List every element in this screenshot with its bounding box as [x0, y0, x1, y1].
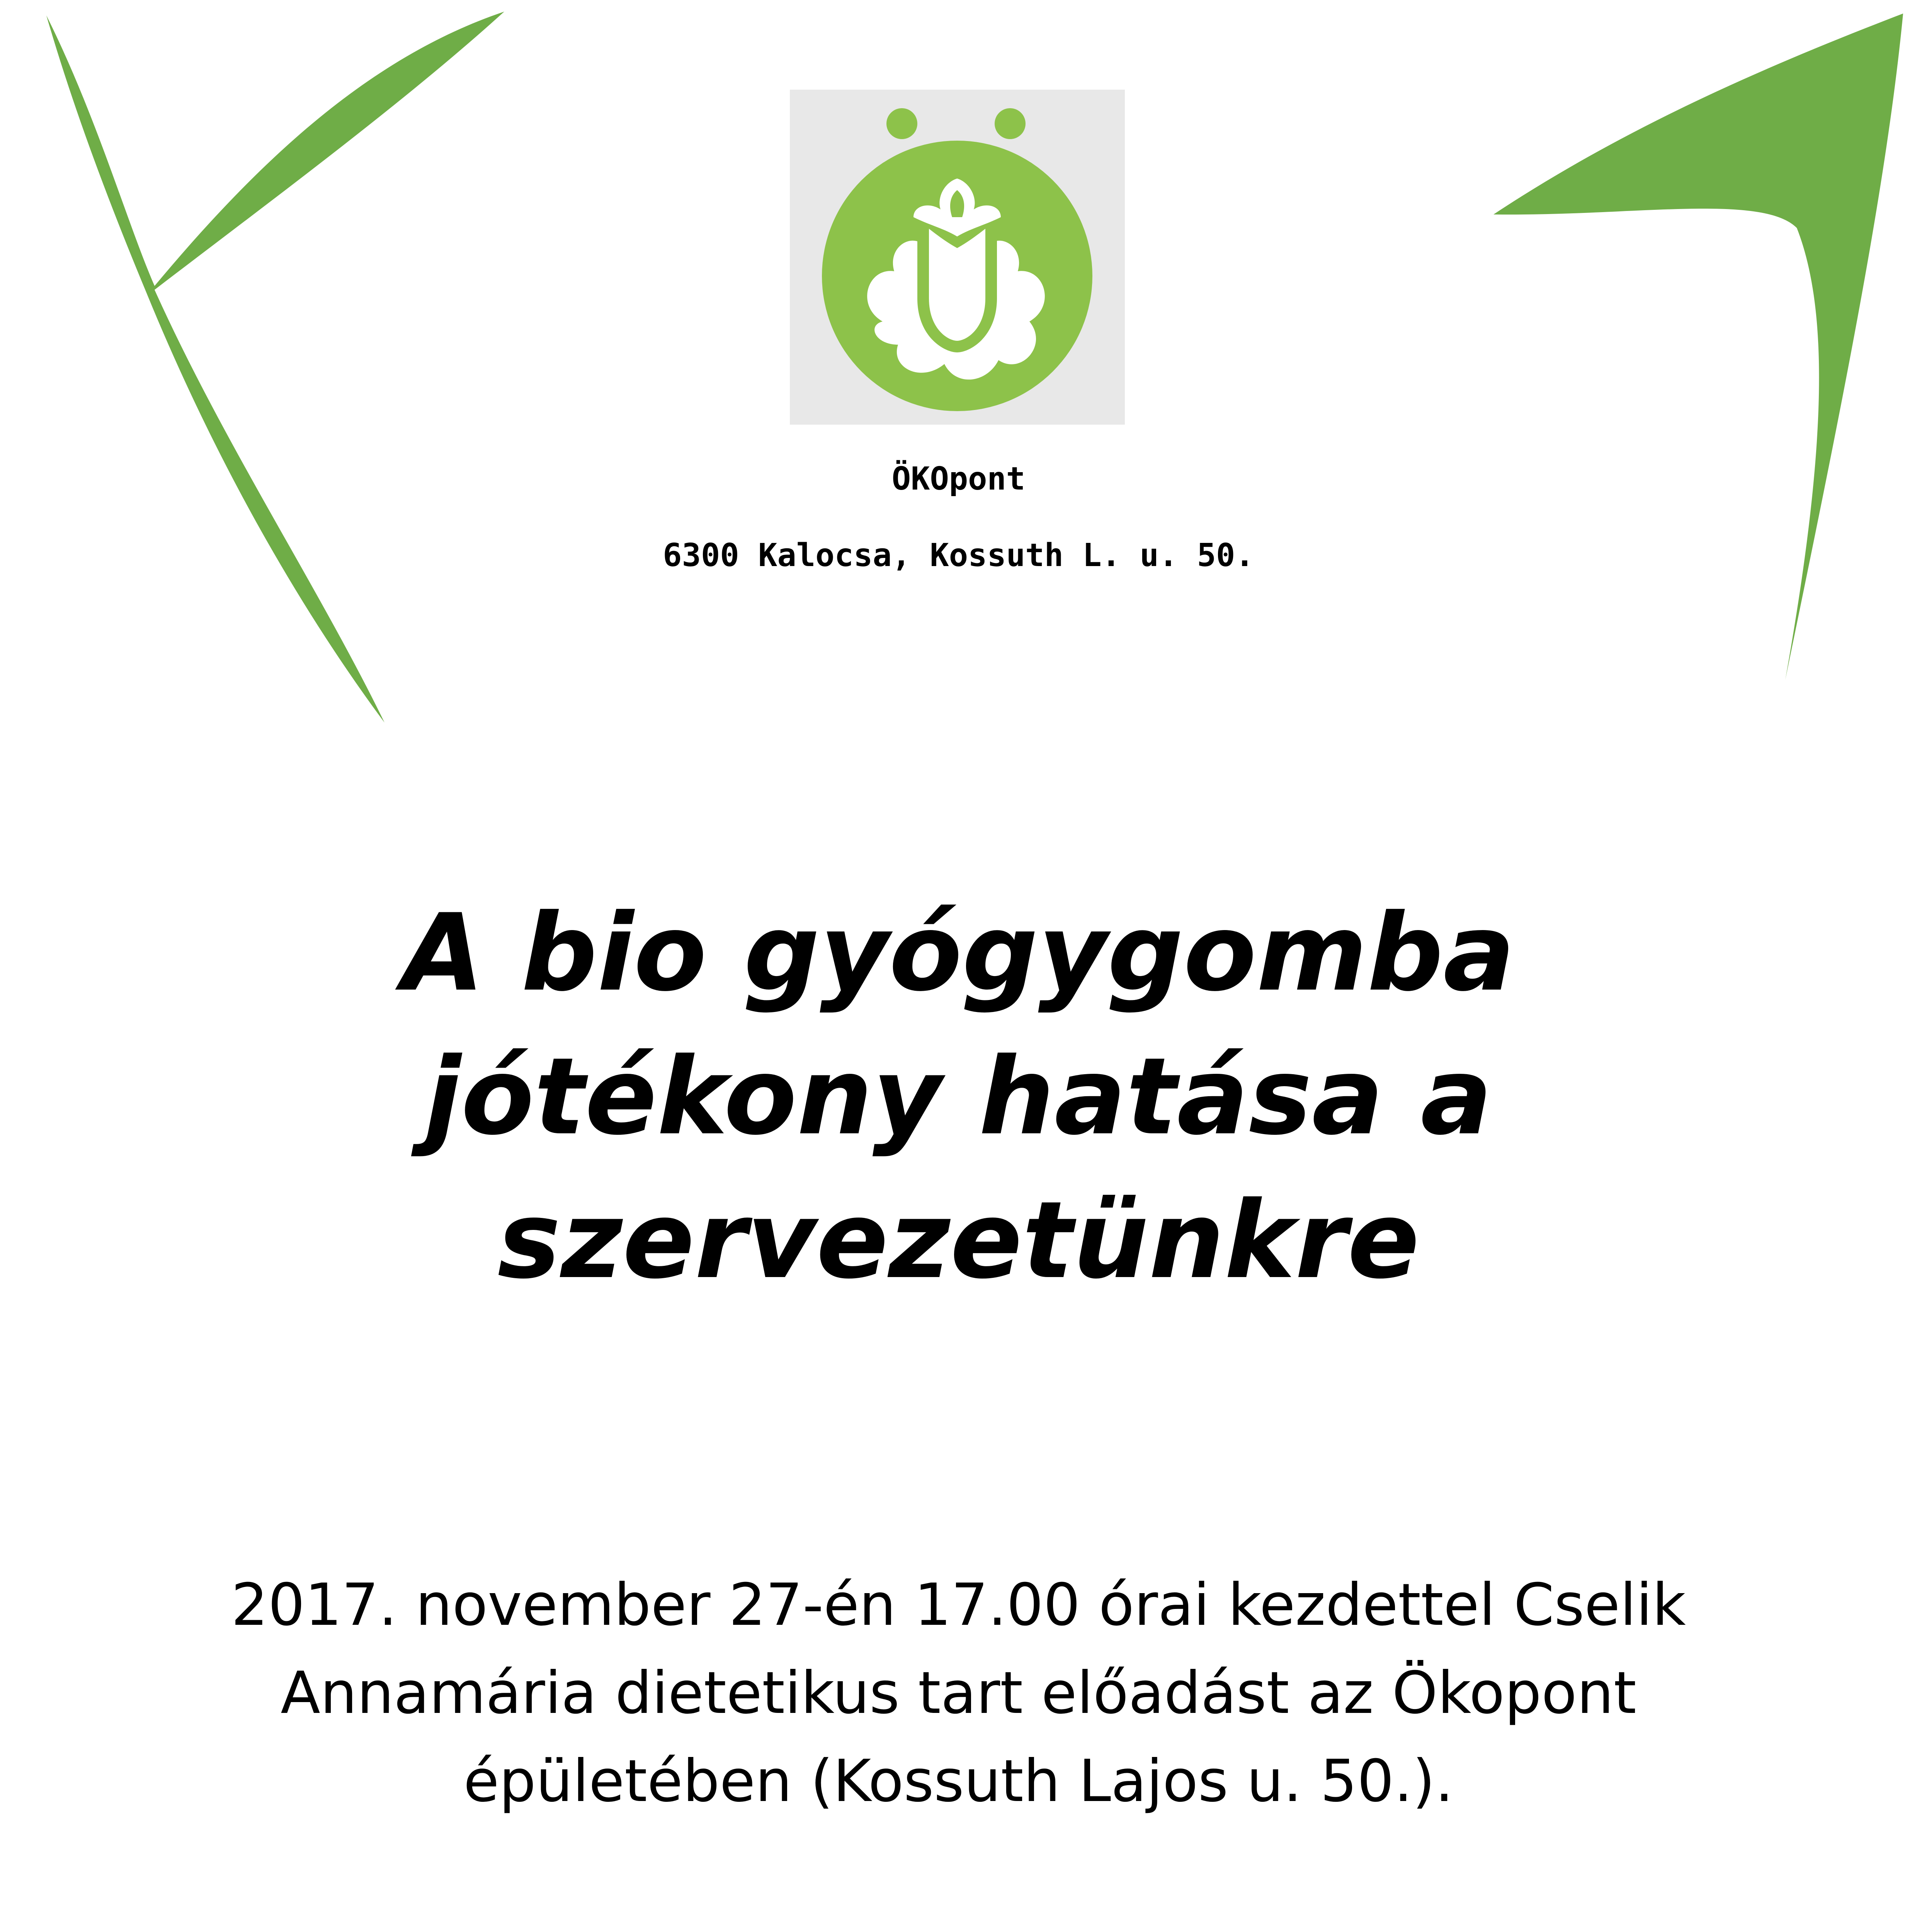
event-description	[116, 1561, 1801, 1825]
event-title	[155, 881, 1762, 1312]
description-line: épületében (Kossuth Lajos u. 50.).	[463, 1748, 1454, 1815]
organization-address: 6300 Kalocsa, Kossuth L. u. 50.	[663, 537, 1254, 574]
leaf-decoration-top-right	[1468, 0, 1917, 715]
title-line: A bio gyógygomba	[402, 891, 1515, 1015]
okopont-logo	[790, 90, 1125, 425]
description-line: 2017. november 27-én 17.00 órai kezdettel Cselik	[231, 1571, 1686, 1639]
title-line: szervezetünkre	[497, 1179, 1420, 1302]
leaf-decoration-top-left	[0, 0, 541, 753]
description-line: Annamária dietetikus tart előadást az Ökopont	[281, 1660, 1636, 1727]
organization-name: ÖKOpont	[891, 461, 1026, 497]
logo-emblem-icon	[790, 90, 1125, 425]
title-line: jótékony hatása a	[425, 1035, 1492, 1158]
